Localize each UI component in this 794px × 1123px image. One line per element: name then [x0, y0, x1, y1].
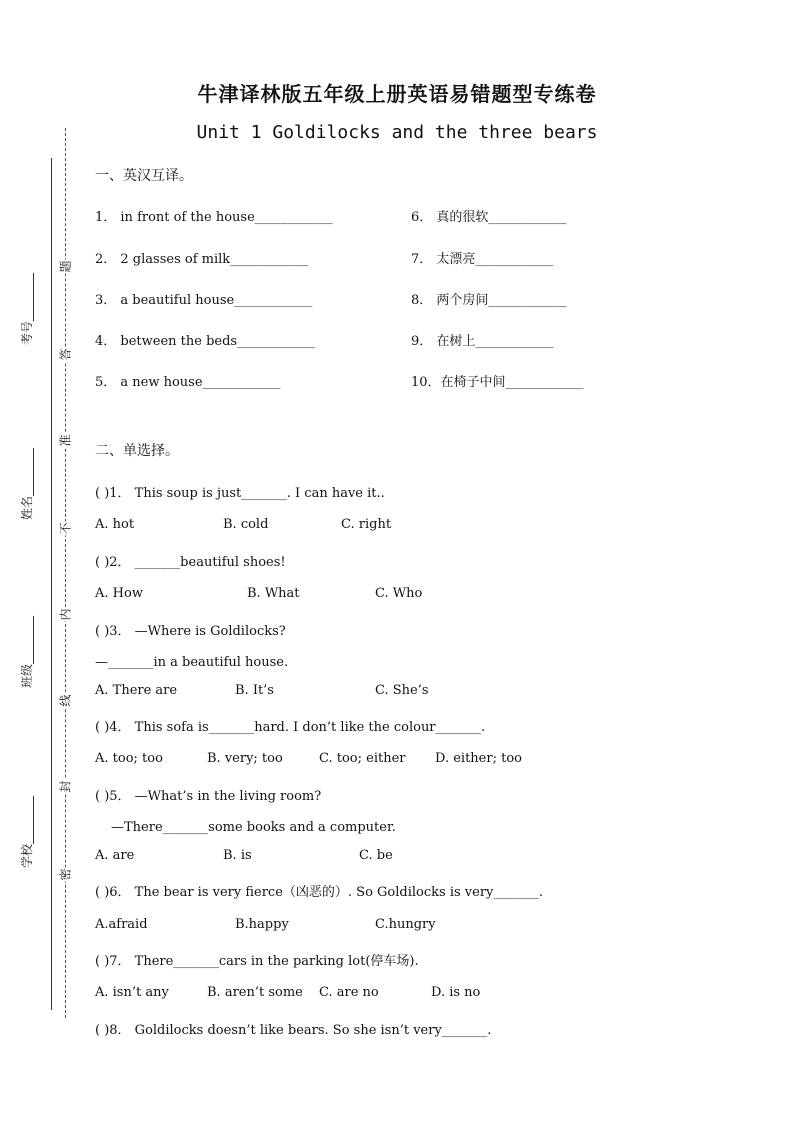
option-c[interactable]: C. be: [359, 848, 393, 863]
option-b[interactable]: B.happy: [235, 917, 289, 932]
question-stem-2[interactable]: —There_______some books and a computer.: [111, 820, 396, 835]
option-c[interactable]: C. She’s: [375, 683, 429, 698]
seal-char: 不: [58, 522, 73, 535]
translation-item[interactable]: 3． a beautiful house____________: [95, 293, 313, 308]
question-stem[interactable]: ( )2． _______beautiful shoes!: [95, 555, 286, 570]
section1-heading: 一、英汉互译。: [95, 168, 193, 184]
question-stem[interactable]: ( )3． —Where is Goldilocks?: [95, 624, 286, 639]
option-a[interactable]: A. isn’t any: [95, 985, 169, 1000]
translation-item[interactable]: 8． 两个房间____________: [411, 293, 567, 308]
exam-number-field[interactable]: 考号________: [20, 272, 34, 345]
option-b[interactable]: B. is: [223, 848, 252, 863]
page-title: 牛津译林版五年级上册英语易错题型专练卷: [197, 82, 597, 106]
option-a[interactable]: A. There are: [95, 683, 178, 698]
page-subtitle: Unit 1 Goldilocks and the three bears: [196, 122, 598, 143]
option-b[interactable]: B. What: [247, 586, 300, 601]
school-field[interactable]: 学校________: [20, 795, 34, 868]
option-a[interactable]: A. are: [95, 848, 135, 863]
option-b[interactable]: B. very; too: [207, 751, 283, 766]
option-c[interactable]: C. right: [341, 517, 392, 532]
name-field[interactable]: 姓名________: [20, 447, 34, 520]
question-stem[interactable]: ( )6． The bear is very fierce（凶恶的）. So Goldilocks is very_______.: [95, 885, 544, 900]
question-stem[interactable]: ( )5． —What’s in the living room?: [95, 789, 322, 804]
seal-char: 准: [58, 434, 73, 447]
option-c[interactable]: C. Who: [375, 586, 423, 601]
seal-char: 内: [58, 608, 73, 621]
option-a[interactable]: A. too; too: [95, 751, 163, 766]
option-a[interactable]: A.afraid: [95, 917, 148, 932]
seal-char: 答: [58, 348, 73, 361]
option-c[interactable]: C. too; either: [319, 751, 406, 766]
seal-char: 封: [58, 780, 73, 793]
option-c[interactable]: C.hungry: [375, 917, 436, 932]
translation-item[interactable]: 2． 2 glasses of milk____________: [95, 252, 309, 267]
option-c[interactable]: C. are no: [319, 985, 379, 1000]
seal-char: 题: [58, 260, 73, 273]
seal-char: 线: [58, 694, 73, 707]
translation-item[interactable]: 7． 太漂亮____________: [411, 252, 554, 267]
option-a[interactable]: A. How: [95, 586, 143, 601]
question-stem[interactable]: ( )8． Goldilocks doesn’t like bears. So she isn’t very_______.: [95, 1023, 492, 1038]
question-stem-2[interactable]: —_______in a beautiful house.: [95, 655, 289, 670]
option-b[interactable]: B. It’s: [235, 683, 274, 698]
option-a[interactable]: A. hot: [95, 517, 135, 532]
class-field[interactable]: 班级________: [20, 615, 34, 688]
translation-item[interactable]: 5． a new house____________: [95, 375, 281, 390]
translation-item[interactable]: 1． in front of the house____________: [95, 210, 333, 225]
translation-item[interactable]: 10．在椅子中间____________: [411, 375, 584, 390]
option-d[interactable]: D. is no: [431, 985, 481, 1000]
option-d[interactable]: D. either; too: [435, 751, 522, 766]
translation-item[interactable]: 6． 真的很软____________: [411, 210, 567, 225]
question-stem[interactable]: ( )1． This soup is just_______. I can have it..: [95, 486, 385, 501]
section2-heading: 二、单选择。: [95, 443, 179, 459]
binding-solid-line: [51, 158, 52, 1010]
question-stem[interactable]: ( )4． This sofa is_______hard. I don’t like the colour_______.: [95, 720, 486, 735]
translation-item[interactable]: 4． between the beds____________: [95, 334, 316, 349]
translation-item[interactable]: 9． 在树上____________: [411, 334, 554, 349]
option-b[interactable]: B. cold: [223, 517, 269, 532]
seal-char: 密: [58, 868, 73, 881]
question-stem[interactable]: ( )7． There_______cars in the parking lot(停车场).: [95, 954, 419, 969]
option-b[interactable]: B. aren’t some: [207, 985, 303, 1000]
